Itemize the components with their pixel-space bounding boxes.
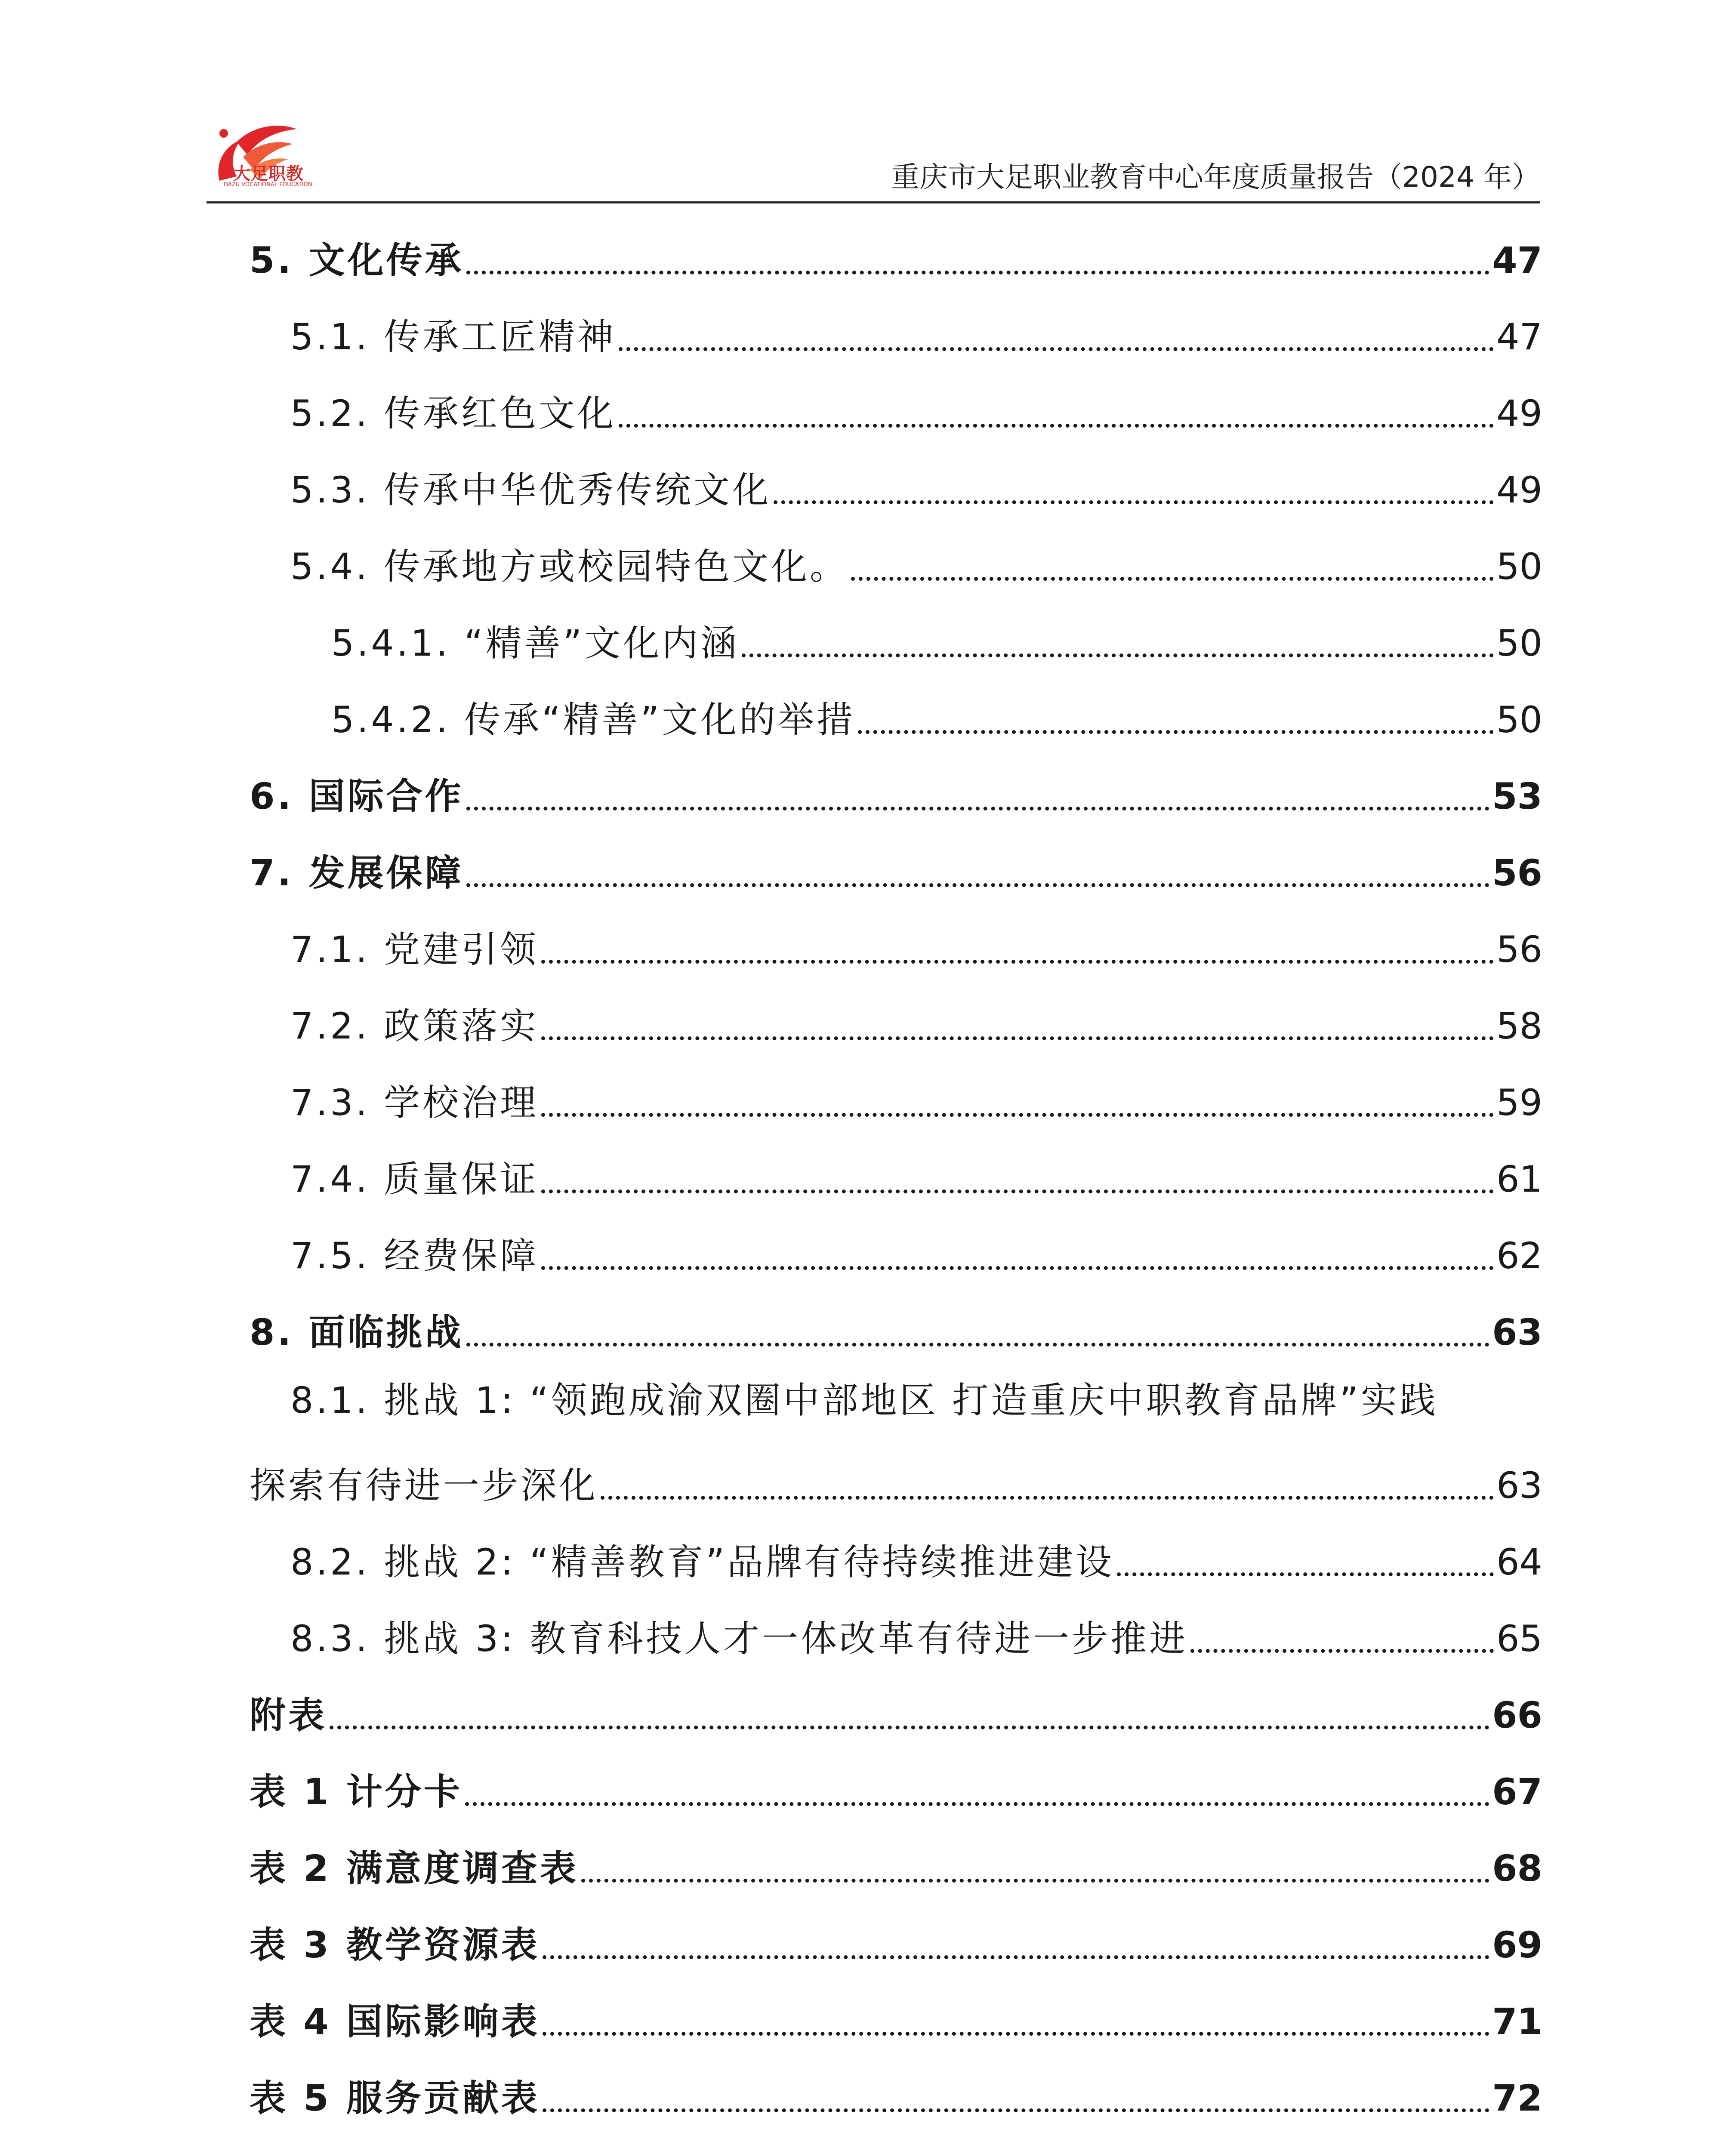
toc-entry-label: 8. 面临挑战 bbox=[250, 1311, 464, 1353]
toc-entry[interactable] bbox=[331, 687, 1542, 743]
toc-leader bbox=[330, 1726, 1489, 1729]
toc-leader bbox=[851, 577, 1494, 581]
toc-leader bbox=[543, 2032, 1489, 2036]
toc-leader bbox=[541, 1036, 1494, 1040]
toc-entry-label: 7.1. 党建引领 bbox=[290, 928, 539, 971]
toc-entry[interactable] bbox=[250, 1683, 1542, 1739]
toc-entry[interactable] bbox=[290, 1070, 1542, 1126]
toc-entry-page: 50 bbox=[1496, 699, 1542, 741]
toc-entry[interactable] bbox=[250, 1453, 1542, 1509]
toc-entry-label: 5.4. 传承地方或校园特色文化。 bbox=[290, 545, 848, 588]
toc-entry-page: 68 bbox=[1492, 1847, 1542, 1889]
toc-entry[interactable] bbox=[250, 1913, 1542, 1969]
toc-entry[interactable] bbox=[250, 1989, 1542, 2045]
toc-entry[interactable] bbox=[290, 534, 1542, 590]
toc-entry-page: 69 bbox=[1492, 1924, 1542, 1966]
toc-leader bbox=[466, 883, 1489, 887]
toc-entry-wrapped-line[interactable]: 8.1. 挑战 1: “领跑成渝双圈中部地区 打造重庆中职教育品牌”实践 bbox=[290, 1379, 1438, 1421]
toc-entry-label: 5. 文化传承 bbox=[250, 239, 464, 281]
toc-entry-page: 58 bbox=[1496, 1005, 1542, 1047]
toc-entry-page: 47 bbox=[1492, 239, 1542, 281]
toc-leader bbox=[541, 1113, 1494, 1117]
toc-entry-label: 8.3. 挑战 3: 教育科技人才一体改革有待进一步推进 bbox=[290, 1618, 1188, 1660]
toc-entry-label: 7.3. 学校治理 bbox=[290, 1082, 539, 1124]
header-divider bbox=[207, 201, 1540, 203]
toc-entry-label: 6. 国际合作 bbox=[250, 775, 464, 817]
toc-entry-page: 50 bbox=[1496, 622, 1542, 664]
toc-entry[interactable] bbox=[290, 381, 1542, 437]
toc-entry-label: 表 4 国际影响表 bbox=[250, 2000, 540, 2043]
toc-leader bbox=[543, 2108, 1489, 2112]
page-header bbox=[207, 116, 1540, 206]
toc-entry-label: 表 5 服务贡献表 bbox=[250, 2077, 540, 2119]
toc-entry-page: 67 bbox=[1492, 1771, 1542, 1813]
toc-leader bbox=[541, 1190, 1494, 1193]
toc-leader bbox=[742, 653, 1494, 657]
toc-entry-label: 8.2. 挑战 2: “精善教育”品牌有待持续推进建设 bbox=[290, 1541, 1115, 1583]
toc-leader bbox=[541, 960, 1494, 964]
logo-emblem-icon bbox=[207, 116, 318, 202]
toc-entry-label: 5.3. 传承中华优秀传统文化 bbox=[290, 469, 771, 511]
toc-leader bbox=[858, 730, 1494, 734]
toc-entry-page: 72 bbox=[1492, 2077, 1542, 2119]
toc-entry-page: 47 bbox=[1496, 316, 1542, 358]
toc-entry[interactable] bbox=[250, 228, 1542, 284]
toc-entry-page: 65 bbox=[1496, 1618, 1542, 1660]
toc-entry[interactable] bbox=[290, 1606, 1542, 1662]
toc-entry[interactable] bbox=[250, 2142, 1542, 2151]
toc-entry-page: 61 bbox=[1496, 1158, 1542, 1200]
toc-entry-page: 64 bbox=[1496, 1541, 1542, 1583]
toc-entry-label: 5.4.1. “精善”文化内涵 bbox=[331, 622, 740, 664]
toc-entry[interactable] bbox=[250, 1300, 1542, 1356]
toc-entry[interactable] bbox=[290, 1147, 1542, 1203]
header-title: 重庆市大足职业教育中心年度质量报告（2024 年） bbox=[891, 160, 1540, 194]
toc-entry-label: 7. 发展保障 bbox=[250, 852, 464, 894]
toc-entry[interactable] bbox=[290, 1223, 1542, 1279]
toc-entry-page: 50 bbox=[1496, 545, 1542, 588]
toc-entry[interactable] bbox=[290, 1530, 1542, 1586]
toc-entry[interactable] bbox=[250, 2066, 1542, 2122]
toc-entry[interactable] bbox=[290, 305, 1542, 361]
toc-entry-page: 53 bbox=[1492, 775, 1542, 817]
toc-entry[interactable] bbox=[250, 1836, 1542, 1892]
logo-subtitle: DAZU VOCATIONAL EDUCATION bbox=[224, 182, 312, 188]
toc-entry-page: 63 bbox=[1496, 1464, 1542, 1507]
toc-entry[interactable] bbox=[250, 1760, 1542, 1815]
toc-entry-label: 5.4.2. 传承“精善”文化的举措 bbox=[331, 699, 856, 741]
toc-entry[interactable] bbox=[331, 611, 1542, 667]
toc-entry[interactable] bbox=[290, 994, 1542, 1050]
toc-entry-page: 49 bbox=[1496, 469, 1542, 511]
toc-entry-label: 7.2. 政策落实 bbox=[290, 1005, 539, 1047]
toc-leader bbox=[774, 500, 1494, 504]
toc-leader bbox=[543, 1955, 1489, 1959]
toc-entry[interactable] bbox=[250, 764, 1542, 820]
school-logo bbox=[207, 116, 318, 202]
toc-leader bbox=[581, 1879, 1489, 1883]
toc-entry-label: 表 1 计分卡 bbox=[250, 1771, 463, 1813]
toc-leader bbox=[1117, 1572, 1494, 1576]
toc-leader bbox=[619, 424, 1494, 428]
toc-entry-label: 7.5. 经费保障 bbox=[290, 1235, 539, 1277]
toc-entry[interactable] bbox=[290, 917, 1542, 973]
toc-leader bbox=[541, 1266, 1494, 1270]
toc-entry-label: 5.2. 传承红色文化 bbox=[290, 392, 616, 435]
toc-entry-label: 表 2 满意度调查表 bbox=[250, 1847, 579, 1889]
toc-entry-page: 56 bbox=[1496, 928, 1542, 971]
toc-leader bbox=[1190, 1649, 1494, 1653]
toc-entry-page: 59 bbox=[1496, 1082, 1542, 1124]
toc-leader bbox=[466, 807, 1489, 810]
toc-entry-page: 66 bbox=[1492, 1694, 1542, 1736]
toc-entry-label: 附表 bbox=[250, 1694, 327, 1736]
logo-text: 大足职教 bbox=[233, 164, 304, 184]
toc-leader bbox=[466, 1343, 1489, 1347]
toc-leader bbox=[619, 347, 1494, 351]
toc-entry-label: 表 3 教学资源表 bbox=[250, 1924, 540, 1966]
toc-leader bbox=[466, 271, 1489, 274]
toc-entry-page: 63 bbox=[1492, 1311, 1542, 1353]
toc-entry-label: 5.1. 传承工匠精神 bbox=[290, 316, 616, 358]
toc-entry[interactable] bbox=[250, 841, 1542, 897]
toc-entry-page: 62 bbox=[1496, 1235, 1542, 1277]
toc-leader bbox=[601, 1496, 1494, 1500]
toc-entry-page: 49 bbox=[1496, 392, 1542, 435]
toc-entry-label: 探索有待进一步深化 bbox=[250, 1464, 598, 1507]
toc-entry[interactable] bbox=[290, 458, 1542, 514]
toc-entry-label: 7.4. 质量保证 bbox=[290, 1158, 539, 1200]
toc-entry-page: 71 bbox=[1492, 2000, 1542, 2043]
toc-leader bbox=[465, 1802, 1489, 1806]
toc-entry-page: 56 bbox=[1492, 852, 1542, 894]
